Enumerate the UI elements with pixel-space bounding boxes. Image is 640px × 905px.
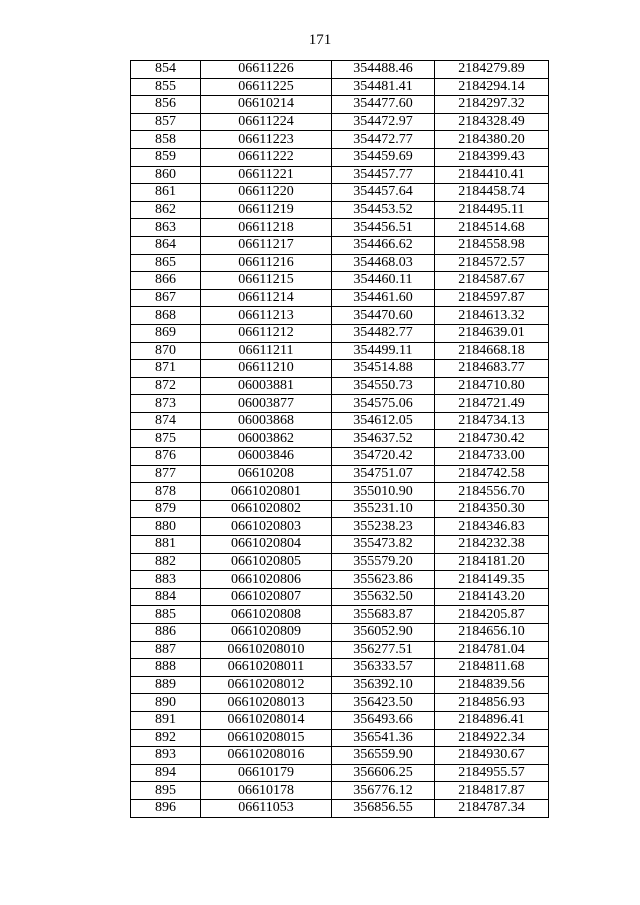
- table-row: [131, 360, 549, 378]
- table-row: [131, 131, 549, 149]
- point-id-cell: 0661020801: [201, 483, 332, 501]
- x-coordinate-cell: 354456.51: [332, 219, 435, 237]
- y-coordinate-cell: 2184656.10: [435, 624, 549, 642]
- row-index-cell: 865: [131, 254, 201, 272]
- point-id-cell: 06610178: [201, 782, 332, 800]
- table-row: [131, 342, 549, 360]
- row-index-cell: 887: [131, 641, 201, 659]
- x-coordinate-cell: 356776.12: [332, 782, 435, 800]
- row-index-cell: 881: [131, 536, 201, 554]
- table-row: [131, 307, 549, 325]
- x-coordinate-cell: 355238.23: [332, 518, 435, 536]
- x-coordinate-cell: 354470.60: [332, 307, 435, 325]
- row-index-cell: 872: [131, 377, 201, 395]
- row-index-cell: 884: [131, 588, 201, 606]
- point-id-cell: 06611225: [201, 78, 332, 96]
- table-row: [131, 694, 549, 712]
- table-row: [131, 430, 549, 448]
- x-coordinate-cell: 355632.50: [332, 588, 435, 606]
- row-index-cell: 890: [131, 694, 201, 712]
- y-coordinate-cell: 2184733.00: [435, 448, 549, 466]
- point-id-cell: 06610208016: [201, 747, 332, 765]
- y-coordinate-cell: 2184149.35: [435, 571, 549, 589]
- point-id-cell: 0661020807: [201, 588, 332, 606]
- x-coordinate-cell: 354751.07: [332, 465, 435, 483]
- point-id-cell: 06611215: [201, 272, 332, 290]
- y-coordinate-cell: 2184734.13: [435, 412, 549, 430]
- table-row: [131, 113, 549, 131]
- table-row: [131, 412, 549, 430]
- row-index-cell: 867: [131, 289, 201, 307]
- row-index-cell: 870: [131, 342, 201, 360]
- row-index-cell: 876: [131, 448, 201, 466]
- y-coordinate-cell: 2184346.83: [435, 518, 549, 536]
- x-coordinate-cell: 356277.51: [332, 641, 435, 659]
- table-row: [131, 747, 549, 765]
- x-coordinate-cell: 354477.60: [332, 96, 435, 114]
- table-row: [131, 78, 549, 96]
- row-index-cell: 858: [131, 131, 201, 149]
- y-coordinate-cell: 2184839.56: [435, 676, 549, 694]
- point-id-cell: 06611224: [201, 113, 332, 131]
- x-coordinate-cell: 354550.73: [332, 377, 435, 395]
- point-id-cell: 06611219: [201, 201, 332, 219]
- x-coordinate-cell: 354459.69: [332, 148, 435, 166]
- point-id-cell: 06610208013: [201, 694, 332, 712]
- x-coordinate-cell: 354720.42: [332, 448, 435, 466]
- x-coordinate-cell: 354637.52: [332, 430, 435, 448]
- row-index-cell: 882: [131, 553, 201, 571]
- x-coordinate-cell: 356493.66: [332, 711, 435, 729]
- table-row: [131, 764, 549, 782]
- page-number: 171: [308, 32, 332, 48]
- y-coordinate-cell: 2184721.49: [435, 395, 549, 413]
- y-coordinate-cell: 2184683.77: [435, 360, 549, 378]
- row-index-cell: 878: [131, 483, 201, 501]
- table-row: [131, 782, 549, 800]
- y-coordinate-cell: 2184930.67: [435, 747, 549, 765]
- point-id-cell: 06610208012: [201, 676, 332, 694]
- row-index-cell: 868: [131, 307, 201, 325]
- table-row: [131, 676, 549, 694]
- table-row: [131, 166, 549, 184]
- x-coordinate-cell: 354488.46: [332, 61, 435, 79]
- y-coordinate-cell: 2184410.41: [435, 166, 549, 184]
- table-row: [131, 324, 549, 342]
- point-id-cell: 0661020809: [201, 624, 332, 642]
- y-coordinate-cell: 2184294.14: [435, 78, 549, 96]
- row-index-cell: 883: [131, 571, 201, 589]
- table-row: [131, 624, 549, 642]
- coordinates-table: [130, 60, 549, 818]
- x-coordinate-cell: 356423.50: [332, 694, 435, 712]
- row-index-cell: 877: [131, 465, 201, 483]
- table-row: [131, 395, 549, 413]
- point-id-cell: 06003846: [201, 448, 332, 466]
- y-coordinate-cell: 2184639.01: [435, 324, 549, 342]
- y-coordinate-cell: 2184613.32: [435, 307, 549, 325]
- x-coordinate-cell: 356392.10: [332, 676, 435, 694]
- y-coordinate-cell: 2184587.67: [435, 272, 549, 290]
- x-coordinate-cell: 354461.60: [332, 289, 435, 307]
- table-row: [131, 448, 549, 466]
- x-coordinate-cell: 356052.90: [332, 624, 435, 642]
- row-index-cell: 869: [131, 324, 201, 342]
- x-coordinate-cell: 354482.77: [332, 324, 435, 342]
- row-index-cell: 856: [131, 96, 201, 114]
- point-id-cell: 06611223: [201, 131, 332, 149]
- point-id-cell: 06611220: [201, 184, 332, 202]
- point-id-cell: 06610208014: [201, 711, 332, 729]
- x-coordinate-cell: 354468.03: [332, 254, 435, 272]
- row-index-cell: 859: [131, 148, 201, 166]
- row-index-cell: 891: [131, 711, 201, 729]
- point-id-cell: 06610179: [201, 764, 332, 782]
- table-row: [131, 254, 549, 272]
- x-coordinate-cell: 355579.20: [332, 553, 435, 571]
- table-row: [131, 659, 549, 677]
- row-index-cell: 866: [131, 272, 201, 290]
- table-row: [131, 553, 549, 571]
- point-id-cell: 06611222: [201, 148, 332, 166]
- row-index-cell: 874: [131, 412, 201, 430]
- x-coordinate-cell: 356856.55: [332, 799, 435, 817]
- x-coordinate-cell: 356559.90: [332, 747, 435, 765]
- row-index-cell: 896: [131, 799, 201, 817]
- y-coordinate-cell: 2184811.68: [435, 659, 549, 677]
- x-coordinate-cell: 354457.64: [332, 184, 435, 202]
- y-coordinate-cell: 2184787.34: [435, 799, 549, 817]
- y-coordinate-cell: 2184495.11: [435, 201, 549, 219]
- x-coordinate-cell: 355473.82: [332, 536, 435, 554]
- table-row: [131, 201, 549, 219]
- point-id-cell: 06610214: [201, 96, 332, 114]
- table-row: [131, 272, 549, 290]
- point-id-cell: 06003862: [201, 430, 332, 448]
- row-index-cell: 855: [131, 78, 201, 96]
- point-id-cell: 0661020805: [201, 553, 332, 571]
- table-row: [131, 377, 549, 395]
- point-id-cell: 06611211: [201, 342, 332, 360]
- table-row: [131, 729, 549, 747]
- x-coordinate-cell: 356541.36: [332, 729, 435, 747]
- table-row: [131, 641, 549, 659]
- x-coordinate-cell: 356606.25: [332, 764, 435, 782]
- row-index-cell: 895: [131, 782, 201, 800]
- y-coordinate-cell: 2184205.87: [435, 606, 549, 624]
- row-index-cell: 894: [131, 764, 201, 782]
- row-index-cell: 854: [131, 61, 201, 79]
- row-index-cell: 863: [131, 219, 201, 237]
- table-row: [131, 711, 549, 729]
- x-coordinate-cell: 356333.57: [332, 659, 435, 677]
- row-index-cell: 889: [131, 676, 201, 694]
- point-id-cell: 06611212: [201, 324, 332, 342]
- row-index-cell: 892: [131, 729, 201, 747]
- y-coordinate-cell: 2184556.70: [435, 483, 549, 501]
- y-coordinate-cell: 2184279.89: [435, 61, 549, 79]
- y-coordinate-cell: 2184955.57: [435, 764, 549, 782]
- point-id-cell: 06003881: [201, 377, 332, 395]
- table-row: [131, 96, 549, 114]
- x-coordinate-cell: 354472.97: [332, 113, 435, 131]
- row-index-cell: 861: [131, 184, 201, 202]
- x-coordinate-cell: 354453.52: [332, 201, 435, 219]
- table-row: [131, 236, 549, 254]
- y-coordinate-cell: 2184458.74: [435, 184, 549, 202]
- row-index-cell: 886: [131, 624, 201, 642]
- y-coordinate-cell: 2184232.38: [435, 536, 549, 554]
- x-coordinate-cell: 354466.62: [332, 236, 435, 254]
- x-coordinate-cell: 354472.77: [332, 131, 435, 149]
- y-coordinate-cell: 2184572.57: [435, 254, 549, 272]
- point-id-cell: 06003868: [201, 412, 332, 430]
- point-id-cell: 06611218: [201, 219, 332, 237]
- row-index-cell: 860: [131, 166, 201, 184]
- table-row: [131, 518, 549, 536]
- y-coordinate-cell: 2184597.87: [435, 289, 549, 307]
- point-id-cell: 06611217: [201, 236, 332, 254]
- table-row: [131, 571, 549, 589]
- table-row: [131, 606, 549, 624]
- x-coordinate-cell: 355231.10: [332, 500, 435, 518]
- x-coordinate-cell: 354499.11: [332, 342, 435, 360]
- y-coordinate-cell: 2184350.30: [435, 500, 549, 518]
- point-id-cell: 0661020804: [201, 536, 332, 554]
- row-index-cell: 879: [131, 500, 201, 518]
- x-coordinate-cell: 355010.90: [332, 483, 435, 501]
- y-coordinate-cell: 2184730.42: [435, 430, 549, 448]
- row-index-cell: 880: [131, 518, 201, 536]
- y-coordinate-cell: 2184668.18: [435, 342, 549, 360]
- table-row: [131, 61, 549, 79]
- table-row: [131, 289, 549, 307]
- point-id-cell: 06610208: [201, 465, 332, 483]
- y-coordinate-cell: 2184742.58: [435, 465, 549, 483]
- x-coordinate-cell: 354575.06: [332, 395, 435, 413]
- x-coordinate-cell: 354481.41: [332, 78, 435, 96]
- table-row: [131, 536, 549, 554]
- table-row: [131, 219, 549, 237]
- point-id-cell: 06611221: [201, 166, 332, 184]
- row-index-cell: 885: [131, 606, 201, 624]
- table-row: [131, 500, 549, 518]
- point-id-cell: 06610208010: [201, 641, 332, 659]
- table-row: [131, 799, 549, 817]
- point-id-cell: 06610208011: [201, 659, 332, 677]
- point-id-cell: 06611226: [201, 61, 332, 79]
- table-row: [131, 465, 549, 483]
- y-coordinate-cell: 2184781.04: [435, 641, 549, 659]
- point-id-cell: 06611214: [201, 289, 332, 307]
- point-id-cell: 0661020802: [201, 500, 332, 518]
- table-row: [131, 588, 549, 606]
- row-index-cell: 873: [131, 395, 201, 413]
- y-coordinate-cell: 2184399.43: [435, 148, 549, 166]
- y-coordinate-cell: 2184328.49: [435, 113, 549, 131]
- y-coordinate-cell: 2184380.20: [435, 131, 549, 149]
- table-row: [131, 148, 549, 166]
- x-coordinate-cell: 354514.88: [332, 360, 435, 378]
- y-coordinate-cell: 2184297.32: [435, 96, 549, 114]
- x-coordinate-cell: 354460.11: [332, 272, 435, 290]
- y-coordinate-cell: 2184922.34: [435, 729, 549, 747]
- point-id-cell: 06003877: [201, 395, 332, 413]
- point-id-cell: 06610208015: [201, 729, 332, 747]
- y-coordinate-cell: 2184514.68: [435, 219, 549, 237]
- point-id-cell: 0661020803: [201, 518, 332, 536]
- point-id-cell: 06611053: [201, 799, 332, 817]
- table-row: [131, 184, 549, 202]
- point-id-cell: 0661020806: [201, 571, 332, 589]
- y-coordinate-cell: 2184143.20: [435, 588, 549, 606]
- row-index-cell: 862: [131, 201, 201, 219]
- table-row: [131, 483, 549, 501]
- x-coordinate-cell: 354612.05: [332, 412, 435, 430]
- row-index-cell: 875: [131, 430, 201, 448]
- x-coordinate-cell: 355683.87: [332, 606, 435, 624]
- point-id-cell: 06611216: [201, 254, 332, 272]
- y-coordinate-cell: 2184181.20: [435, 553, 549, 571]
- y-coordinate-cell: 2184817.87: [435, 782, 549, 800]
- point-id-cell: 06611213: [201, 307, 332, 325]
- row-index-cell: 871: [131, 360, 201, 378]
- point-id-cell: 0661020808: [201, 606, 332, 624]
- y-coordinate-cell: 2184710.80: [435, 377, 549, 395]
- row-index-cell: 857: [131, 113, 201, 131]
- y-coordinate-cell: 2184896.41: [435, 711, 549, 729]
- x-coordinate-cell: 354457.77: [332, 166, 435, 184]
- x-coordinate-cell: 355623.86: [332, 571, 435, 589]
- row-index-cell: 893: [131, 747, 201, 765]
- y-coordinate-cell: 2184856.93: [435, 694, 549, 712]
- row-index-cell: 864: [131, 236, 201, 254]
- row-index-cell: 888: [131, 659, 201, 677]
- point-id-cell: 06611210: [201, 360, 332, 378]
- y-coordinate-cell: 2184558.98: [435, 236, 549, 254]
